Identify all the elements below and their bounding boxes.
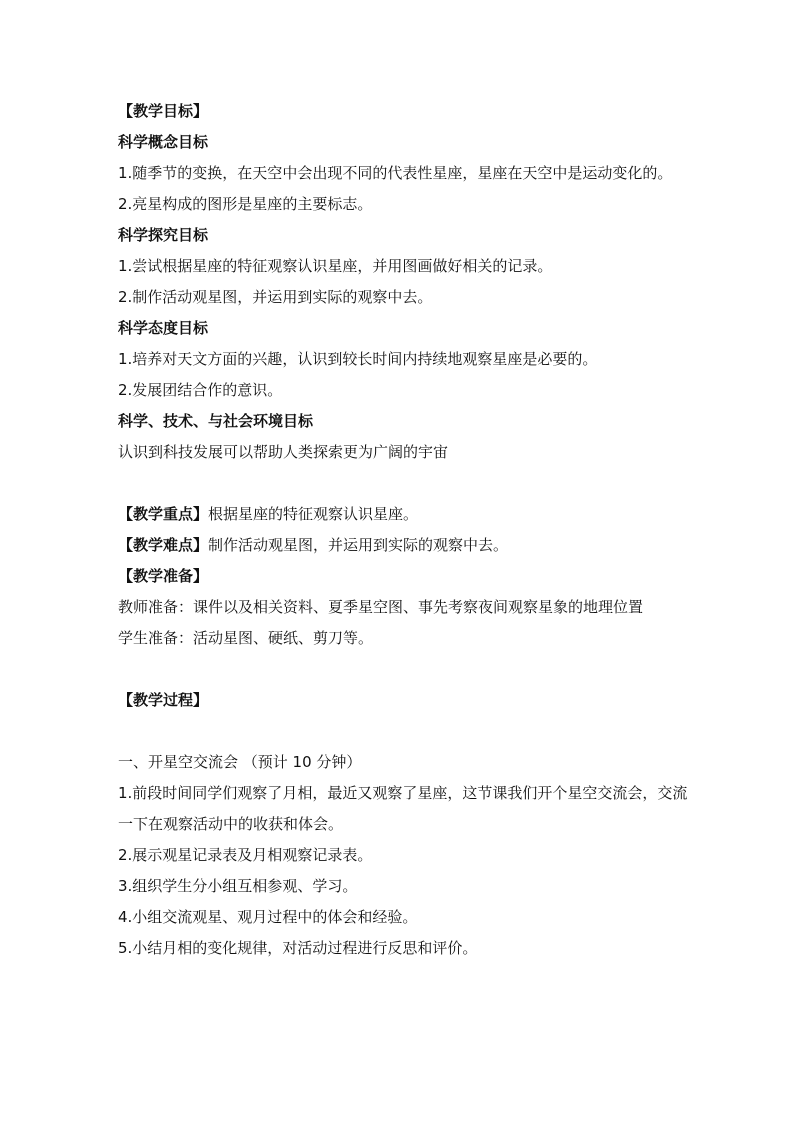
spacer bbox=[118, 716, 688, 747]
attitude-goal-title: 科学态度目标 bbox=[118, 319, 209, 337]
process-step-2: 2.展示观星记录表及月相观察记录表。 bbox=[118, 846, 373, 864]
inquiry-goal-item-2: 2.制作活动观星图，并运用到实际的观察中去。 bbox=[118, 288, 433, 306]
key-point-text: 根据星座的特征观察认识星座。 bbox=[208, 505, 419, 523]
objectives-heading: 【教学目标】 bbox=[118, 102, 209, 120]
preparation-heading: 【教学准备】 bbox=[118, 567, 209, 585]
concept-goal-item-2: 2.亮星构成的图形是星座的主要标志。 bbox=[118, 195, 373, 213]
key-point bbox=[118, 499, 688, 530]
attitude-goal-item-2: 2.发展团结合作的意识。 bbox=[118, 381, 283, 399]
process-section-title: 一、开星空交流会 （预计 10 分钟） bbox=[118, 753, 362, 771]
difficult-point-label: 【教学难点】 bbox=[118, 536, 209, 554]
teacher-preparation: 教师准备：课件以及相关资料、夏季星空图、事先考察夜间观察星象的地理位置 bbox=[118, 598, 644, 616]
concept-goal-item-1: 1.随季节的变换，在天空中会出现不同的代表性星座，星座在天空中是运动变化的。 bbox=[118, 164, 673, 182]
difficult-point bbox=[118, 530, 688, 561]
process-heading: 【教学过程】 bbox=[118, 691, 209, 709]
process-step-1: 1.前段时间同学们观察了月相，最近又观察了星座，这节课我们开个星空交流会，交流一下在观察活动中的收获和体会。 bbox=[118, 784, 688, 833]
student-preparation: 学生准备：活动星图、硬纸、剪刀等。 bbox=[118, 629, 374, 647]
sts-goal-item-1: 认识到科技发展可以帮助人类探索更为广阔的宇宙 bbox=[118, 443, 449, 461]
attitude-goal-item-1: 1.培养对天文方面的兴趣，认识到较长时间内持续地观察星座是必要的。 bbox=[118, 350, 598, 368]
process-step-3: 3.组织学生分小组互相参观、学习。 bbox=[118, 877, 358, 895]
sts-goal-title: 科学、技术、与社会环境目标 bbox=[118, 412, 314, 430]
difficult-point-text: 制作活动观星图，并运用到实际的观察中去。 bbox=[208, 536, 509, 554]
document-page bbox=[118, 96, 688, 964]
spacer bbox=[118, 654, 688, 685]
key-point-label: 【教学重点】 bbox=[118, 505, 209, 523]
process-step-5: 5.小结月相的变化规律，对活动过程进行反思和评价。 bbox=[118, 939, 478, 957]
concept-goal-title: 科学概念目标 bbox=[118, 133, 209, 151]
inquiry-goal-item-1: 1.尝试根据星座的特征观察认识星座，并用图画做好相关的记录。 bbox=[118, 257, 553, 275]
spacer bbox=[118, 468, 688, 499]
process-step-4: 4.小组交流观星、观月过程中的体会和经验。 bbox=[118, 908, 418, 926]
inquiry-goal-title: 科学探究目标 bbox=[118, 226, 209, 244]
